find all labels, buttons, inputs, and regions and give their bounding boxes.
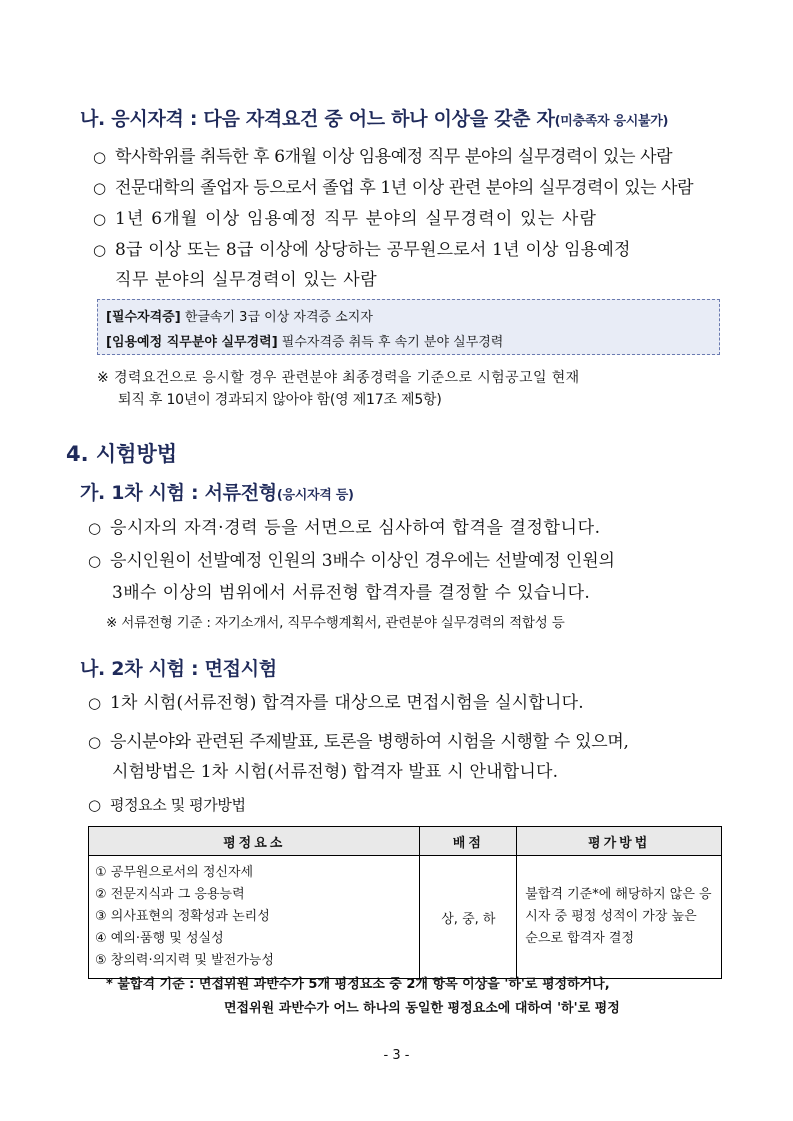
circle-bullet-icon: ○: [88, 694, 102, 712]
circle-bullet-icon: ○: [88, 796, 101, 814]
circle-bullet-icon: ○: [93, 241, 107, 259]
required-experience-line: [106, 331, 503, 350]
header-evaluation-factors: 평정요소: [89, 827, 420, 856]
circle-bullet-icon: ○: [88, 519, 102, 537]
bullet-text: 평정요소 및 평가방법: [110, 796, 246, 814]
bullet-text: 응시인원이 선발예정 인원의 3배수 이상인 경우에는 선발예정 인원의: [110, 551, 615, 571]
first-exam-bullet-1: [88, 513, 601, 538]
required-certificate-line: [106, 306, 373, 325]
score-cell: 상, 중, 하: [420, 856, 517, 979]
circle-bullet-icon: ○: [93, 179, 106, 197]
qualification-bullet-3: [93, 204, 597, 229]
experience-note-line-2: 퇴직 후 10년이 경과되지 않아야 함(영 제17조 제5항): [118, 392, 442, 408]
second-exam-bullet-2-continued: 시험방법은 1차 시험(서류전형) 합격자 발표 시 안내합니다.: [112, 762, 559, 782]
evaluation-table: [88, 826, 722, 979]
bullet-text: 1년 6개월 이상 임용예정 직무 분야의 실무경력이 있는 사람: [115, 209, 598, 229]
second-exam-heading: 나. 2차 시험 : 면접시험: [80, 658, 277, 680]
circle-bullet-icon: ○: [88, 733, 101, 751]
factor-item: ④ 예의·품행 및 성실성: [95, 931, 224, 946]
document-screening-criteria-note: ※ 서류전형 기준 : 자기소개서, 직무수행계획서, 관련분야 실무경력의 적합성 등: [106, 615, 565, 631]
factor-item: ③ 의사표현의 정확성과 논리성: [95, 909, 270, 924]
bullet-text: 학사학위를 취득한 후 6개월 이상 임용예정 직무 분야의 실무경력이 있는 사람: [115, 147, 673, 167]
fail-criteria-footnote-line-2: 면접위원 과반수가 어느 하나의 동일한 평정요소에 대하여 '하'로 평정: [224, 1001, 620, 1016]
fail-criteria-footnote-line-1: * 불합격 기준 : 면접위원 과반수가 5개 평정요소 중 2개 항목 이상을 '하'로 평정하거나,: [106, 977, 610, 992]
circle-bullet-icon: ○: [93, 148, 106, 166]
qualification-bullet-4-continued: 직무 분야의 실무경력이 있는 사람: [115, 270, 378, 290]
second-exam-bullet-1: [88, 688, 584, 713]
qualification-bullet-4: [93, 235, 631, 260]
first-exam-title-note: (응시자격 등): [276, 488, 354, 503]
bullet-text: 응시분야와 관련된 주제발표, 토론을 병행하여 시험을 시행할 수 있으며,: [110, 732, 629, 752]
header-evaluation-method: 평가방법: [517, 827, 722, 856]
factor-item: ① 공무원으로서의 정신자세: [95, 865, 254, 880]
page-number: - 3 -: [383, 1048, 410, 1063]
header-score: 배점: [420, 827, 517, 856]
qualification-title-note: (미충족자 응시불가): [554, 114, 669, 129]
experience-note-line-1: ※ 경력요건으로 응시할 경우 관련분야 최종경력을 기준으로 시험공고일 현재: [97, 370, 580, 386]
table-header-row: [89, 827, 722, 856]
bullet-text: 응시자의 자격·경력 등을 서면으로 심사하여 합격을 결정합니다.: [110, 518, 601, 538]
table-row: [89, 856, 722, 979]
bullet-text: 전문대학의 졸업자 등으로서 졸업 후 1년 이상 관련 분야의 실무경력이 있는 사람: [115, 178, 694, 198]
qualification-heading: [80, 104, 668, 131]
required-experience-text: 필수자격증 취득 후 속기 분야 실무경력: [277, 335, 504, 350]
qualification-bullet-1: [93, 142, 672, 167]
first-exam-title: 가. 1차 시험 : 서류전형: [80, 482, 277, 504]
first-exam-bullet-2-continued: 3배수 이상의 범위에서 서류전형 합격자를 결정할 수 있습니다.: [112, 583, 591, 603]
evaluation-method-cell: 불합격 기준*에 해당하지 않은 응시자 중 평정 성적이 가장 높은 순으로 합격자 결정: [517, 856, 722, 979]
second-exam-bullet-3: [88, 794, 246, 815]
exam-method-heading: 4. 시험방법: [66, 442, 178, 466]
first-exam-heading: [80, 478, 354, 505]
qualification-bullet-2: [93, 173, 693, 198]
required-certificate-label: [필수자격증]: [106, 310, 181, 325]
factor-item: ② 전문지식과 그 응용능력: [95, 887, 245, 902]
evaluation-factors-cell: [89, 856, 420, 979]
bullet-text: 8급 이상 또는 8급 이상에 상당하는 공무원으로서 1년 이상 임용예정: [115, 240, 631, 260]
qualification-title: 나. 응시자격 : 다음 자격요건 중 어느 하나 이상을 갖춘 자: [80, 108, 555, 130]
required-certificate-box: [97, 299, 720, 355]
factor-item: ⑤ 창의력·의지력 및 발전가능성: [95, 953, 274, 968]
bullet-text: 1차 시험(서류전형) 합격자를 대상으로 면접시험을 실시합니다.: [110, 693, 584, 713]
circle-bullet-icon: ○: [93, 210, 108, 228]
required-certificate-text: 한글속기 3급 이상 자격증 소지자: [180, 310, 373, 325]
first-exam-bullet-2: [88, 546, 615, 571]
required-experience-label: [임용예정 직무분야 실무경력]: [106, 335, 278, 350]
circle-bullet-icon: ○: [88, 552, 101, 570]
second-exam-bullet-2: [88, 727, 629, 752]
